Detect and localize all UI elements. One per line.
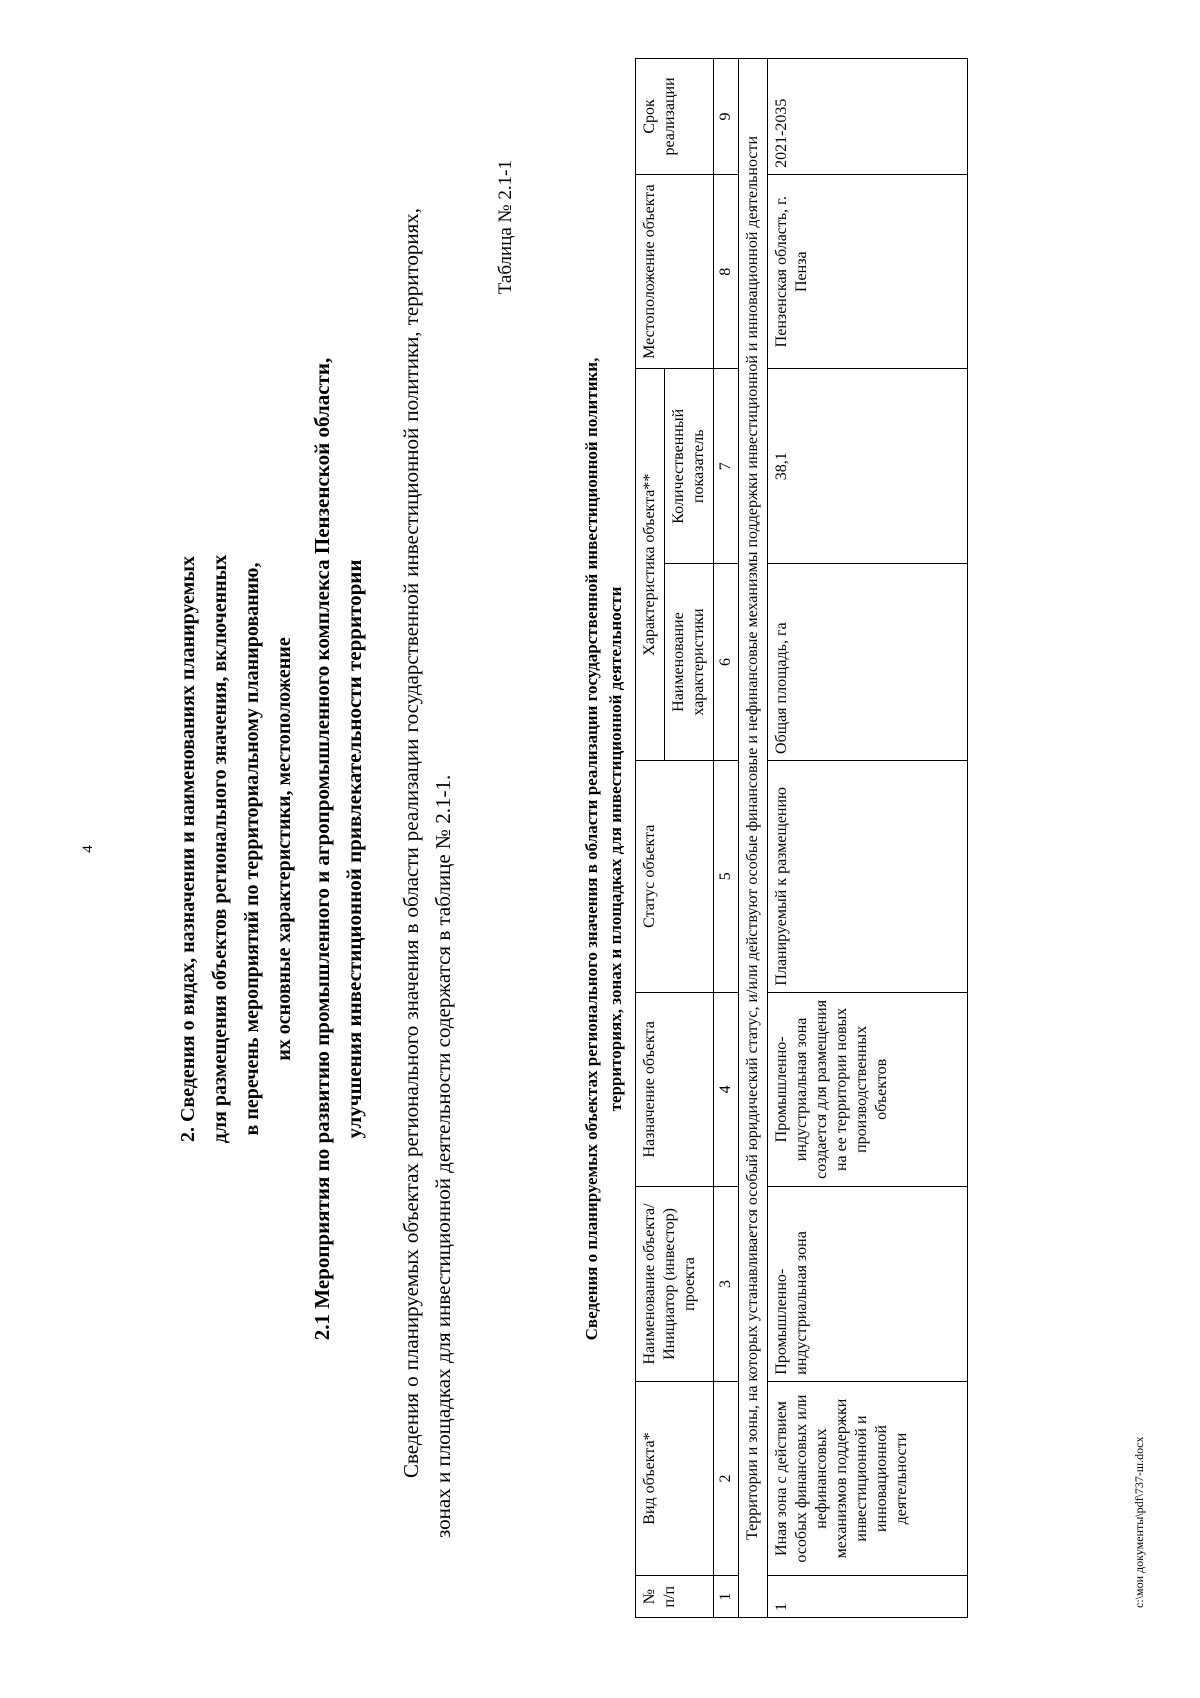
section-heading: [172, 0, 300, 1698]
heading-line: 2.1 Мероприятия по развитию промышленного и агропромышленного комплекса Пензенской области,: [310, 357, 334, 1341]
header-char-value: Количественный показатель: [665, 369, 714, 564]
body-paragraph: Сведения о планируемых объектах регионального значения в области реализации государственной инвестиционной политики, территориях, зонах и площадках для инвестиционной деятельности содержатся в таблице № 2.1-1.: [399, 208, 455, 1538]
column-number: 2: [714, 1381, 739, 1576]
cell-char-name: Общая площадь, га: [768, 564, 968, 761]
heading-line: для размещения объектов регионального значения, включенных: [209, 554, 231, 1144]
column-number-row: [714, 59, 739, 1618]
column-number: 5: [714, 760, 739, 992]
table-number: Таблица № 2.1-1: [495, 160, 516, 295]
column-number: 8: [714, 174, 739, 369]
cell-location: Пензенская область, г. Пенза: [768, 174, 968, 369]
column-number: 9: [714, 59, 739, 175]
header-status: Статус объекта: [636, 760, 714, 992]
table-title-line: Сведения о планируемых объектах регионального значения в области реализации государственной инвестиционной политики,: [582, 357, 601, 1341]
cell-kind: Иная зона с действием особых финансовых или нефинансовых механизмов поддержки инвестиционной и инновационной деятельности: [768, 1381, 968, 1576]
cell-term: 2021-2035: [768, 59, 968, 175]
table-row: [768, 59, 968, 1618]
cell-status: Планируемый к размещению: [768, 760, 968, 992]
heading-line: их основные характеристики, местоположение: [273, 637, 295, 1061]
table-title: [580, 0, 628, 1698]
column-number: 4: [714, 992, 739, 1187]
header-num: № п/п: [636, 1576, 714, 1618]
column-number: 3: [714, 1187, 739, 1382]
header-name: Наименование объекта/ Инициатор (инвестор) проекта: [636, 1187, 714, 1382]
footer-file-path: c:\мои документы\pdf\737-ш.docx: [1132, 1436, 1146, 1608]
header-characteristics: Характеристика объекта**: [636, 369, 665, 760]
table-header-row: [636, 59, 665, 1618]
header-location: Местоположение объекта: [636, 174, 714, 369]
heading-line: 2. Сведения о видах, назначении и наименованиях планируемых: [177, 555, 199, 1143]
column-number: 6: [714, 564, 739, 761]
section-row: [739, 59, 768, 1618]
header-kind: Вид объекта*: [636, 1381, 714, 1576]
section-row-text: Территории и зоны, на которых устанавливается особый юридический статус, и/или действуют особые финансовые и нефинансовые механизмы поддержки инвестиционной и инновационной деятельности: [739, 59, 768, 1618]
page-number: 4: [80, 845, 96, 853]
header-char-name: Наименование характеристики: [665, 564, 714, 761]
cell-num: 1: [768, 1576, 968, 1618]
cell-purpose: Промышленно-индустриальная зона создается для размещения на ее территории новых производственных объектов: [768, 992, 968, 1187]
column-number: 1: [714, 1576, 739, 1618]
heading-line: улучшения инвестиционной привлекательности территории: [342, 559, 366, 1139]
column-number: 7: [714, 369, 739, 564]
header-purpose: Назначение объекта: [636, 992, 714, 1187]
subsection-heading: [306, 0, 370, 1698]
header-term: Срок реализации: [636, 59, 714, 175]
cell-char-value: 38,1: [768, 369, 968, 564]
heading-line: в перечень мероприятий по территориальному планированию,: [241, 562, 263, 1136]
objects-table: [635, 58, 968, 1618]
table-title-line: территориях, зонах и площадках для инвестиционной деятельности: [606, 586, 625, 1112]
cell-name: Промышленно-индустриальная зона: [768, 1187, 968, 1382]
